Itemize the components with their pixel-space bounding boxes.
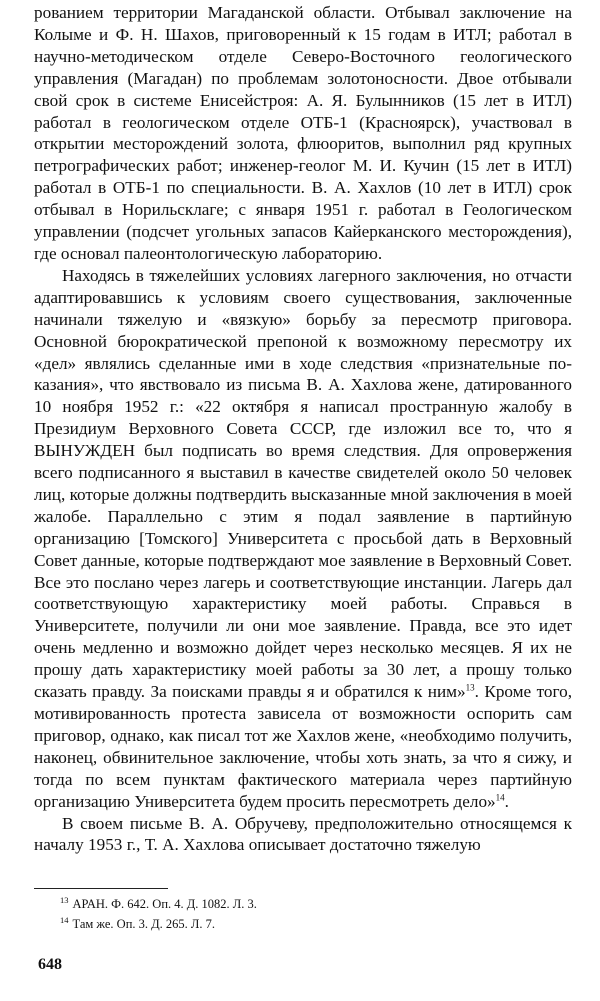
footnotes	[60, 894, 560, 934]
paragraph-2-text-b: . Кроме того, мотивированность протеста зависела от возможности оспорить сам приговор, однако, как писал тот же Хахлов жене, «необходимо получить, наконец, обвинительное заключение, чтобы хоть знать, за что я сижу, и тогда по всем пунктам фактического материала через партийную организацию Университета будем просить пересмотреть дело»	[34, 682, 572, 811]
footnote-number: 13	[60, 894, 69, 905]
paragraph-2	[34, 265, 572, 813]
paragraph-3	[34, 813, 572, 857]
footnote-ref-13[interactable]: 13	[465, 682, 475, 693]
footnote-divider	[34, 888, 168, 889]
footnote-ref-14[interactable]: 14	[495, 791, 505, 802]
paragraph-2-text-c: .	[504, 791, 509, 811]
paragraph-3-text: В своем письме В. А. Обручеву, предположительно относящемся к началу 1953 г., Т. А. Хахлова описывает достаточно тяжелую	[34, 813, 572, 855]
footnote-number: 14	[60, 914, 69, 925]
page-number: 648	[38, 956, 62, 973]
paragraph-1-text: рованием территории Магаданской области. Отбывал заключение на Колыме и Ф. Н. Шахов, приговоренный к 15 годам в ИТЛ; работал в научно-методическом отделе Северо-Восточного геологического управления (Магадан) по проблемам золотоносности. Двое отбывали свой срок в системе Енисейстроя: А. Я. Булынников (15 лет в ИТЛ) работал в геологическом отделе ОТБ-1 (Красноярск), участвовал в открытии месторождений золота, флюоритов, выполнил ряд крупных петрографических работ; инженер-геолог М. И. Кучин (15 лет в ИТЛ) работал в ОТБ-1 по специальности. В. А. Хахлов (10 лет в ИТЛ) срок отбывал в Норильсклаге; с января 1951 г. работал в Геологическом управлении (подсчет угольных запасов Кайерканского месторождения), где основал палеонтологическую лабораторию.	[34, 3, 572, 263]
footnote-text: Там же. Оп. 3. Д. 265. Л. 7.	[72, 917, 216, 931]
footnote-13	[60, 894, 560, 914]
footnote-text: АРАН. Ф. 642. Оп. 4. Д. 1082. Л. 3.	[72, 897, 257, 911]
footnote-14	[60, 914, 560, 934]
page-body	[34, 2, 572, 856]
paragraph-2-text-a: Находясь в тяжелейших условиях лагерного заключения, но отчасти адаптировавшись к условиям своего существования, заключенные начинали тяжелую и «вязкую» борьбу за пересмотр приговора. Основной бюрократической препоной к возможному пересмотру их «дел» являлись сделанные ими в ходе следствия «признательные показания», что явствовало из письма В. А. Хахлова жене, датированного 10 ноября 1952 г.: «22 октября я написал пространную жалобу в Президиум Верховного Совета СССР, где изложил все то, что я ВЫНУЖДЕН был подписать во время следствия. Для опровержения всего подписанного я выставил в качестве свидетелей около 50 человек лиц, которые должны подтвердить высказанные мной заключения в моей жалобе. Параллельно с этим я подал заявление в партийную организацию [Томского] Университета с просьбой дать в Верховный Совет данные, которые подтверждают мое заявление в Верховный Совет. Все это послано через лагерь и соответствующие инстанции. Лагерь дал соответствующую характеристику моей работы. Справься в Университете, получили ли они мое заявление. Правда, все это идет очень медленно и возможно дойдет через несколько месяцев. Я их не прошу дать характеристику моей работы за 30 лет, а прошу только сказать правду. За поисками правды я и обратился к ним»	[34, 265, 572, 702]
paragraph-1	[34, 2, 572, 265]
